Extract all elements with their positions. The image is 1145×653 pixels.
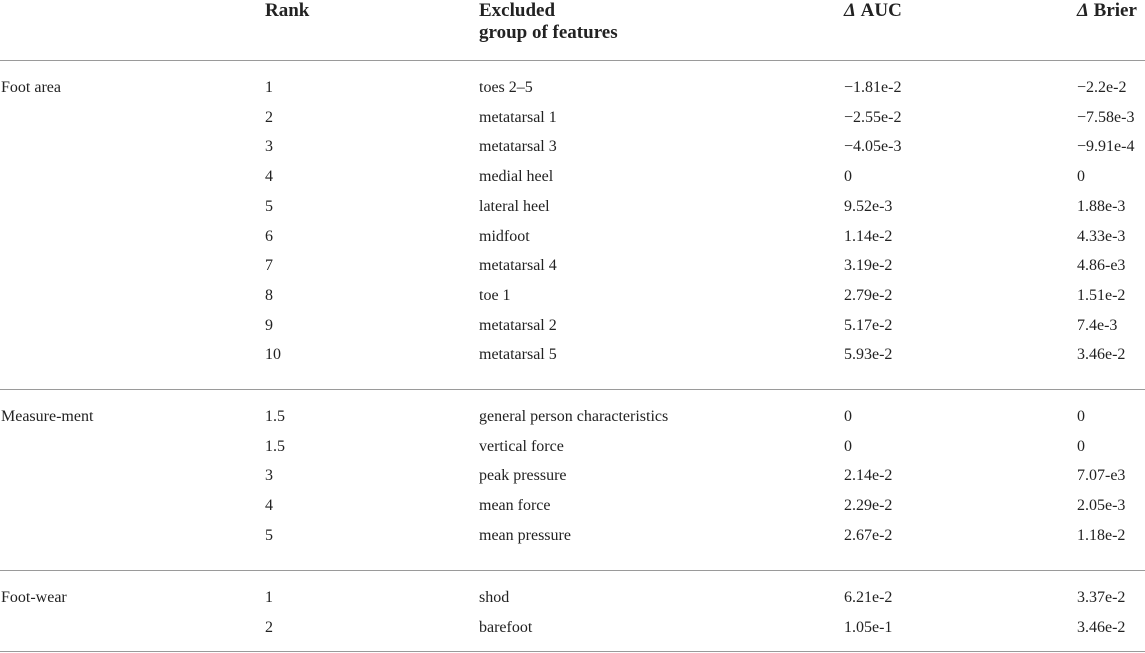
cell-rank: 5 [265, 526, 273, 544]
cell-excluded: general person characteristics [479, 408, 669, 425]
cell-brier: 1.88e-3 [1077, 197, 1126, 215]
cell-auc: 9.52e-3 [844, 197, 893, 215]
cell-rank: 9 [265, 316, 273, 334]
cell-rank: 4 [265, 497, 273, 515]
cell-rank: 5 [265, 197, 273, 215]
table-row [0, 526, 1145, 556]
cell-auc: −2.55e-2 [844, 108, 902, 126]
cell-excluded: lateral heel [479, 197, 550, 215]
cell-brier: 1.51e-2 [1077, 286, 1126, 304]
cell-auc: 2.14e-2 [844, 467, 893, 485]
cell-brier: 0 [1077, 168, 1085, 186]
header-excluded-line1: Excluded [479, 0, 556, 21]
cell-brier: −9.91e-4 [1077, 138, 1135, 156]
cell-excluded: metatarsal 5 [479, 346, 557, 364]
cell-excluded: metatarsal 3 [479, 138, 557, 156]
cell-excluded: vertical force [479, 437, 564, 455]
group-label: Foot area [1, 79, 61, 96]
cell-rank: 1.5 [265, 408, 285, 425]
cell-auc: 5.17e-2 [844, 316, 893, 334]
header-auc-label: AUC [860, 0, 902, 21]
header-rank: Rank [265, 0, 310, 21]
cell-auc: −1.81e-2 [844, 79, 902, 96]
cell-brier: 3.46e-2 [1077, 346, 1126, 364]
header-delta-symbol: Δ [1077, 0, 1089, 21]
table-row [0, 437, 1145, 467]
table-row [0, 167, 1145, 197]
cell-brier: 2.05e-3 [1077, 497, 1126, 515]
cell-brier: 7.07-e3 [1077, 467, 1126, 485]
table-row [0, 618, 1145, 648]
cell-auc: 1.14e-2 [844, 227, 893, 245]
cell-rank: 1.5 [265, 437, 285, 455]
group-label: Measure-ment [1, 408, 94, 425]
header-delta-auc [844, 0, 902, 22]
table-row [0, 286, 1145, 316]
cell-auc: 0 [844, 168, 852, 186]
table-row [0, 588, 1145, 618]
cell-excluded: shod [479, 589, 510, 606]
header-brier-label: Brier [1093, 0, 1137, 21]
table-row [0, 466, 1145, 496]
group-foot-area [0, 61, 1145, 390]
cell-excluded: medial heel [479, 168, 554, 186]
table-row [0, 256, 1145, 286]
cell-rank: 8 [265, 286, 273, 304]
cell-excluded: mean pressure [479, 526, 571, 544]
cell-rank: 1 [265, 589, 273, 606]
table-row [0, 137, 1145, 167]
cell-rank: 2 [265, 108, 273, 126]
cell-brier: −2.2e-2 [1077, 79, 1127, 96]
cell-brier: 7.4e-3 [1077, 316, 1118, 334]
cell-rank: 10 [265, 346, 281, 364]
cell-rank: 4 [265, 168, 273, 186]
cell-brier: 3.46e-2 [1077, 618, 1126, 636]
cell-auc: −4.05e-3 [844, 138, 902, 156]
cell-rank: 3 [265, 467, 273, 485]
cell-brier: 3.37e-2 [1077, 589, 1126, 606]
cell-rank: 7 [265, 257, 273, 275]
cell-auc: 2.29e-2 [844, 497, 893, 515]
table-row [0, 78, 1145, 108]
cell-auc: 2.79e-2 [844, 286, 893, 304]
cell-brier: 0 [1077, 437, 1085, 455]
table-row [0, 496, 1145, 526]
cell-auc: 6.21e-2 [844, 589, 893, 606]
group-label: Foot-wear [1, 589, 67, 606]
header-delta-symbol: Δ [844, 0, 856, 21]
table-row [0, 316, 1145, 346]
cell-excluded: peak pressure [479, 467, 567, 485]
cell-excluded: midfoot [479, 227, 530, 245]
header-delta-brier [1077, 0, 1137, 22]
header-excluded-line2: group of features [479, 22, 618, 43]
cell-auc: 2.67e-2 [844, 526, 893, 544]
cell-auc: 1.05e-1 [844, 618, 893, 636]
cell-brier: 0 [1077, 408, 1085, 425]
cell-brier: 4.86-e3 [1077, 257, 1126, 275]
cell-excluded: metatarsal 4 [479, 257, 557, 275]
cell-auc: 0 [844, 408, 852, 425]
cell-excluded: toes 2–5 [479, 79, 533, 96]
cell-excluded: metatarsal 1 [479, 108, 557, 126]
table-header [0, 0, 1145, 61]
table-row [0, 108, 1145, 138]
cell-brier: 4.33e-3 [1077, 227, 1126, 245]
table-row [0, 197, 1145, 227]
cell-excluded: metatarsal 2 [479, 316, 557, 334]
cell-brier: 1.18e-2 [1077, 526, 1126, 544]
group-measurement [0, 390, 1145, 571]
cell-brier: −7.58e-3 [1077, 108, 1135, 126]
table-row [0, 227, 1145, 257]
cell-excluded: mean force [479, 497, 551, 515]
cell-excluded: barefoot [479, 618, 533, 636]
table-row [0, 407, 1145, 437]
cell-excluded: toe 1 [479, 286, 511, 304]
cell-rank: 1 [265, 79, 273, 96]
cell-rank: 3 [265, 138, 273, 156]
table-row [0, 345, 1145, 375]
cell-rank: 6 [265, 227, 273, 245]
cell-auc: 5.93e-2 [844, 346, 893, 364]
cell-auc: 3.19e-2 [844, 257, 893, 275]
group-footwear [0, 571, 1145, 652]
cell-rank: 2 [265, 618, 273, 636]
cell-auc: 0 [844, 437, 852, 455]
